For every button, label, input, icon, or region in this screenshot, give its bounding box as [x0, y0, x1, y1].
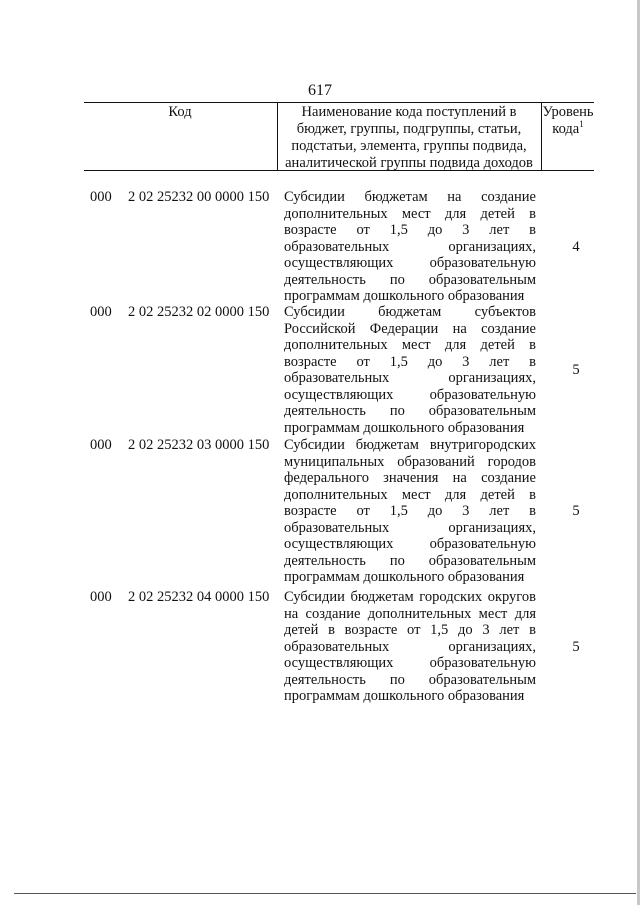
- description-line: деятельность по образовательным: [284, 671, 536, 688]
- description-line: Российской Федерации на создание: [284, 320, 536, 337]
- description-line: Субсидии бюджетам субъектов: [284, 304, 536, 320]
- description-line: возрасте от 1,5 до 3 лет в: [284, 222, 536, 238]
- description-line: образовательных организациях,: [284, 638, 536, 655]
- scan-bottom-line: [14, 893, 636, 894]
- description-line: дополнительных мест для детей в: [284, 486, 536, 503]
- header-name-line: бюджет, группы, подгруппы, статьи,: [296, 121, 522, 137]
- header-name-line: Наименование кода поступлений в: [301, 104, 517, 120]
- description-line: образовательных организациях,: [284, 370, 536, 386]
- header-level: [542, 104, 594, 138]
- admin-code: 000: [90, 437, 112, 453]
- description-line: дополнительных мест для детей в: [284, 205, 536, 222]
- page-number: 617: [308, 82, 332, 99]
- description-line: программам дошкольного образования: [284, 688, 525, 704]
- description: [284, 589, 536, 705]
- admin-code: 000: [90, 304, 112, 320]
- revenue-code: 2 02 25232 02 0000 150: [128, 304, 270, 320]
- description: [284, 304, 536, 436]
- description-line: Субсидии бюджетам городских округов: [284, 589, 536, 605]
- description-line: детей в возрасте от 1,5 до 3 лет в: [284, 622, 536, 638]
- description-line: деятельность по образовательным: [284, 271, 536, 288]
- level-value: 5: [572, 503, 580, 519]
- description-line: возрасте от 1,5 до 3 лет в: [284, 353, 536, 370]
- description-line: программам дошкольного образования: [284, 288, 525, 304]
- description-line: Субсидии бюджетам на создание: [284, 189, 536, 205]
- revenue-code: 2 02 25232 04 0000 150: [128, 589, 270, 605]
- description-line: образовательных организациях,: [284, 238, 536, 255]
- description-line: образовательных организациях,: [284, 519, 536, 536]
- description-line: на создание дополнительных мест для: [284, 605, 536, 622]
- header-name: [278, 104, 540, 172]
- description-line: программам дошкольного образования: [284, 569, 525, 585]
- header-level-line: кода$^1$: [552, 119, 584, 137]
- description: [284, 189, 536, 305]
- table-header: [84, 102, 594, 171]
- revenue-code: 2 02 25232 00 0000 150: [128, 189, 270, 205]
- description-line: возрасте от 1,5 до 3 лет в: [284, 503, 536, 519]
- revenue-code: 2 02 25232 03 0000 150: [128, 437, 270, 453]
- level-value: 4: [572, 238, 580, 255]
- header-name-line: подстатьи, элемента, группы подвида,: [291, 138, 527, 154]
- description-line: деятельность по образовательным: [284, 552, 536, 569]
- description-line: Субсидии бюджетам внутригородских: [284, 437, 536, 453]
- description-line: осуществляющих образовательную: [284, 255, 536, 271]
- description-line: деятельность по образовательным: [284, 403, 536, 419]
- description-line: федерального значения на создание: [284, 470, 536, 486]
- admin-code: 000: [90, 589, 112, 605]
- header-code: Код: [168, 104, 192, 120]
- header-level-line: Уровень: [542, 104, 594, 120]
- description-line: осуществляющих образовательную: [284, 655, 536, 671]
- description-line: программам дошкольного образования: [284, 419, 525, 436]
- header-name-line: аналитической группы подвида доходов: [285, 155, 533, 171]
- description-line: дополнительных мест для детей в: [284, 337, 536, 353]
- footnote-marker: 1: [579, 119, 584, 130]
- level-value: 5: [572, 361, 580, 378]
- description-line: осуществляющих образовательную: [284, 386, 536, 403]
- level-value: 5: [572, 638, 580, 655]
- description: [284, 437, 536, 586]
- admin-code: 000: [90, 189, 112, 205]
- description-line: муниципальных образований городов: [284, 453, 536, 470]
- description-line: осуществляющих образовательную: [284, 536, 536, 552]
